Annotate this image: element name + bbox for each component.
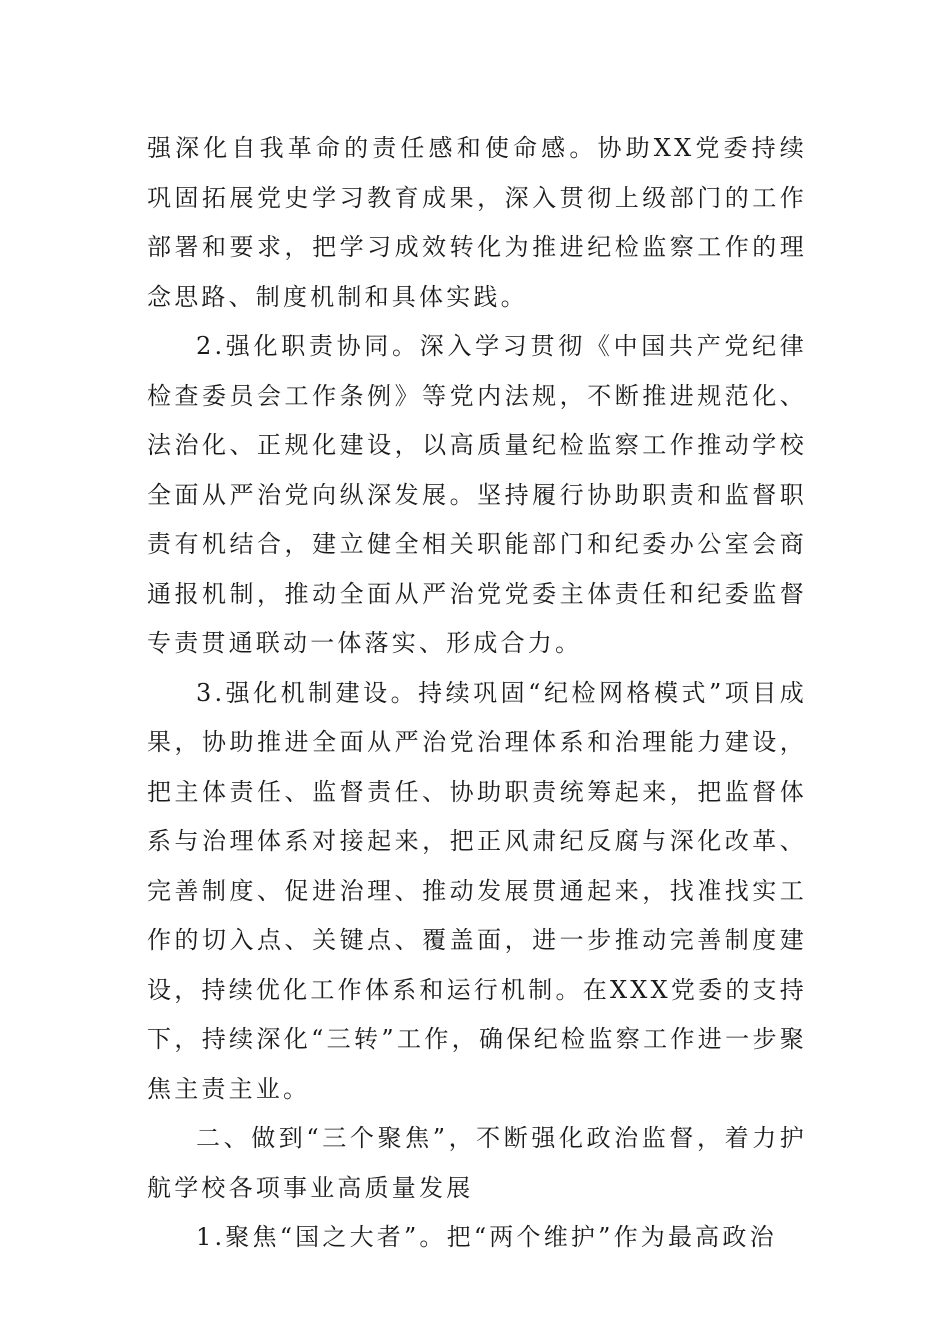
paragraph-duty-coordination: 2.强化职责协同。深入学习贯彻《中国共产党纪律检查委员会工作条例》等党内法规，不断推进规范化、法治化、正规化建设，以高质量纪检监察工作推动学校全面从严治党向纵深发展。坚持履行协助职责和监督职责有机结合，建立健全相关职能部门和纪委办公室会商通报机制，推动全面从严治党党委主体责任和纪委监督专责贯通联动一体落实、形成合力。 xyxy=(147,332,807,657)
paragraph-continuation: 强深化自我革命的责任感和使命感。协助XX党委持续巩固拓展党史学习教育成果，深入贯彻上级部门的工作部署和要求，把学习成效转化为推进纪检监察工作的理念思路、制度机制和具体实践。 xyxy=(147,134,807,311)
paragraph-mechanism-building: 3.强化机制建设。持续巩固“纪检网格模式”项目成果，协助推进全面从严治党治理体系和治理能力建设，把主体责任、监督责任、协助职责统筹起来，把监督体系与治理体系对接起来，把正风肃纪反腐与深化改革、完善制度、促进治理、推动发展贯通起来，找准找实工作的切入点、关键点、覆盖面，进一步推动完善制度建设，持续优化工作体系和运行机制。在XXX党委的支持下，持续深化“三转”工作，确保纪检监察工作进一步聚焦主责主业。 xyxy=(147,678,807,1103)
section-heading-three-focuses: 二、做到“三个聚焦”，不断强化政治监督，着力护航学校各项事业高质量发展 xyxy=(147,1124,807,1202)
paragraph-focus-national: 1.聚焦“国之大者”。把“两个维护”作为最高政治 xyxy=(196,1223,777,1251)
document-body xyxy=(147,124,807,1263)
